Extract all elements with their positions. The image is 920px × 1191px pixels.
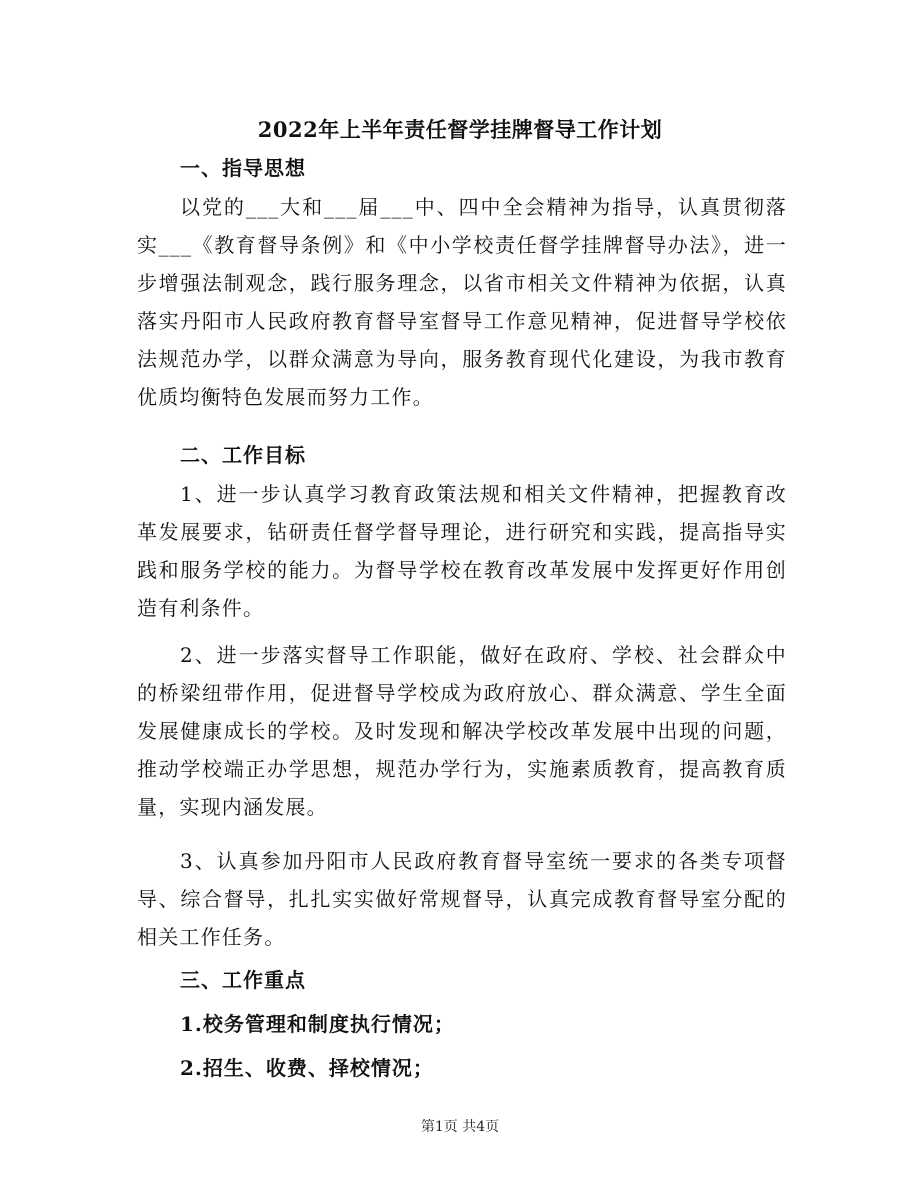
section-1-paragraph-1: 以党的___大和___届___中、四中全会精神为指导，认真贯彻落实___《教育督导条例》和《中小学校责任督学挂牌督导办法》，进一步增强法制观念，践行服务理念，以省市相关文件精神为依据，认真落实丹阳市人民政府教育督导室督导工作意见精神，促进督导学校依法规范办学，以群众满意为导向，服务教育现代化建设，为我市教育优质均衡特色发展而努力工作。 — [137, 195, 787, 409]
list-item: 1.校务管理和制度执行情况； — [180, 1012, 455, 1036]
list-item: 2.招生、收费、择校情况； — [180, 1056, 434, 1080]
section-heading-1: 一、指导思想 — [180, 156, 306, 180]
document-title: 2022年上半年责任督学挂牌督导工作计划 — [257, 117, 663, 142]
section-2-paragraph-2: 2、进一步落实督导工作职能，做好在政府、学校、社会群众中的桥梁纽带作用，促进督导学校成为政府放心、群众满意、学生全面发展健康成长的学校。及时发现和解决学校改革发展中出现的问题，推动学校端正办学思想，规范办学行为，实施素质教育，提高教育质量，实现内涵发展。 — [137, 643, 787, 819]
section-2-paragraph-1: 1、进一步认真学习教育政策法规和相关文件精神，把握教育改革发展要求，钻研责任督学督导理论，进行研究和实践，提高指导实践和服务学校的能力。为督导学校在教育改革发展中发挥更好作用创造有利条件。 — [137, 482, 787, 620]
section-heading-3: 三、工作重点 — [180, 968, 306, 992]
section-2-paragraph-3: 3、认真参加丹阳市人民政府教育督导室统一要求的各类专项督导、综合督导，扎扎实实做好常规督导，认真完成教育督导室分配的相关工作任务。 — [137, 849, 787, 949]
section-heading-2: 二、工作目标 — [180, 443, 306, 467]
page-number: 第1页 共4页 — [420, 1119, 500, 1135]
